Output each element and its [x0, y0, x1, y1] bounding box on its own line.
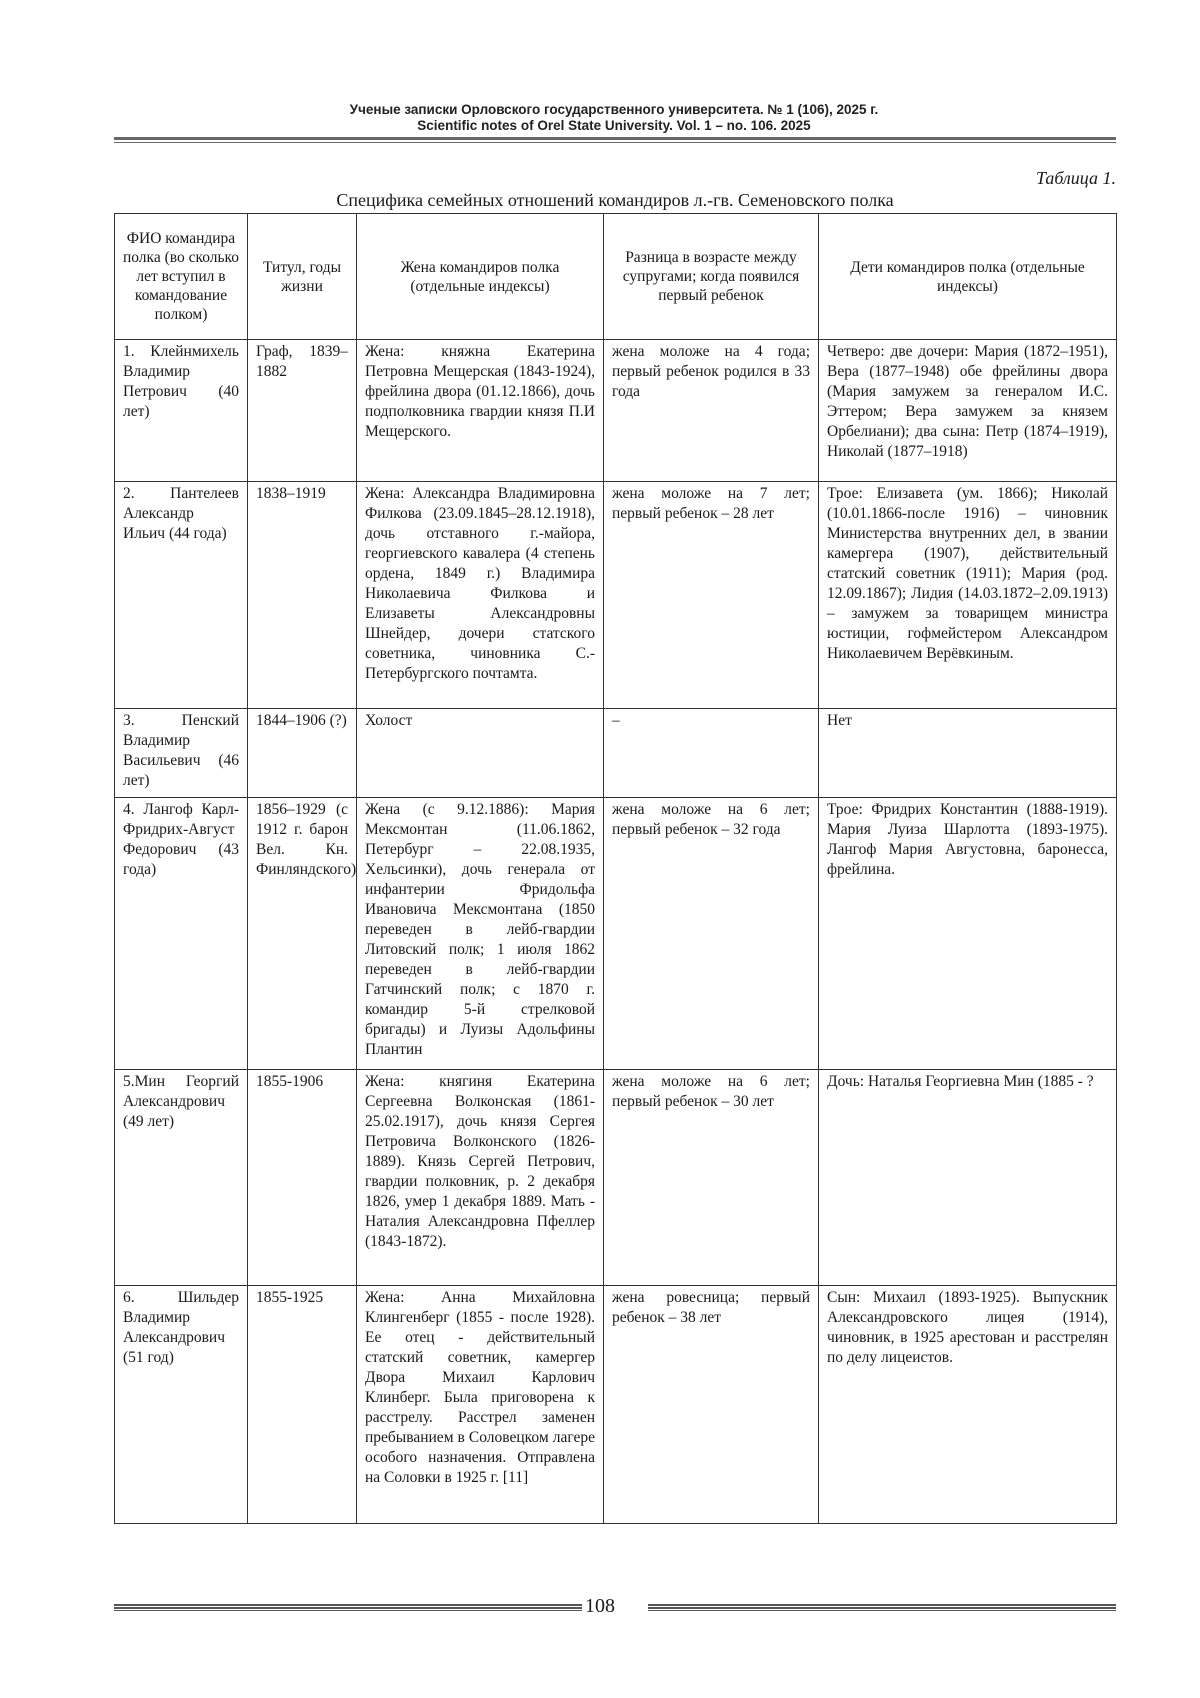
table-row	[115, 1286, 1117, 1524]
cell-name: 1. Клейнмихель Владимир Петрович (40 лет)	[115, 340, 248, 482]
table-row	[115, 798, 1117, 1070]
cell-children: Четверо: две дочери: Мария (1872–1951), Вера (1877–1948) обе фрейлины двора (Мария замужем за генералом И.С. Эттером; Вера замужем за князем Орбелиани); два сына: Петр (1874–1919), Николай (1877–1918)	[819, 340, 1117, 482]
cell-title: 1838–1919	[248, 482, 357, 709]
header-rule-top	[114, 137, 1116, 140]
table-row	[115, 709, 1117, 798]
cell-children: Дочь: Наталья Георгиевна Мин (1885 - ?	[819, 1070, 1117, 1286]
cell-children: Сын: Михаил (1893-1925). Выпускник Александровского лицея (1914), чиновник, в 1925 арестован и расстрелян по делу лицеистов.	[819, 1286, 1117, 1524]
cell-wife: Жена: Александра Владимировна Филкова (23.09.1845–28.12.1918), дочь отставного г.-майора, георгиевского кавалера (4 степень ордена, 1849 г.) Владимира Николаевича Филкова и Елизаветы Александровны Шнейдер, дочери статского советника, чиновника С.-Петербургского почтамта.	[357, 482, 604, 709]
cell-title: 1856–1929 (с 1912 г. барон Вел. Кн. Финляндского)	[248, 798, 357, 1070]
cell-name: 6. Шильдер Владимир Александрович (51 год)	[115, 1286, 248, 1524]
cell-age-diff: жена моложе на 4 года; первый ребенок родился в 33 года	[604, 340, 819, 482]
cell-title: 1855-1906	[248, 1070, 357, 1286]
cell-children: Трое: Фридрих Константин (1888-1919). Мария Луиза Шарлотта (1893-1975). Лангоф Мария Августовна, баронесса, фрейлина.	[819, 798, 1117, 1070]
table-title: Специфика семейных отношений командиров л.-гв. Семеновского полка	[336, 190, 894, 210]
table-label: Таблица 1.	[1035, 168, 1116, 188]
cell-name: 2. Пантелеев Александр Ильич (44 года)	[115, 482, 248, 709]
column-header-title: Титул, годы жизни	[248, 214, 357, 340]
journal-header-en: Scientific notes of Orel State University. Vol. 1 – no. 106. 2025	[417, 118, 811, 133]
column-header-children: Дети командиров полка (отдельные индексы)	[819, 214, 1117, 340]
page-number: 108	[585, 1595, 615, 1617]
cell-age-diff: жена моложе на 7 лет; первый ребенок – 28 лет	[604, 482, 819, 709]
cell-age-diff: жена моложе на 6 лет; первый ребенок – 30 лет	[604, 1070, 819, 1286]
cell-children: Нет	[819, 709, 1117, 798]
table-header-row	[115, 214, 1117, 340]
header-rule-bottom	[114, 142, 1116, 143]
cell-children: Трое: Елизавета (ум. 1866); Николай (10.01.1866-после 1916) – чиновник Министерства внутренних дел, в звании камергера (1907), действительный статский советник (1911); Мария (род. 12.09.1867); Лидия (14.03.1872–2.09.1913) – замужем за товарищем министра юстиции, гофмейстером Александром Николаевичем Верёвкиным.	[819, 482, 1117, 709]
column-header-wife: Жена командиров полка (отдельные индексы)	[357, 214, 604, 340]
cell-title: Граф, 1839–1882	[248, 340, 357, 482]
journal-header-ru: Ученые записки Орловского государственного университета. № 1 (106), 2025 г.	[349, 102, 879, 117]
cell-name: 5.Мин Георгий Александрович (49 лет)	[115, 1070, 248, 1286]
table-row	[115, 1070, 1117, 1286]
journal-header	[114, 102, 1114, 134]
cell-title: 1855-1925	[248, 1286, 357, 1524]
footer-rule-right	[648, 1604, 1116, 1611]
cell-name: 3. Пенский Владимир Васильевич (46 лет)	[115, 709, 248, 798]
cell-wife: Жена: Анна Михайловна Клингенберг (1855 - после 1928). Ее отец - действительный статский советник, камергер Двора Михаил Карлович Клинберг. Была приговорена к расстрелу. Расстрел заменен пребыванием в Соловецком лагере особого назначения. Отправлена на Соловки в 1925 г. [11]	[357, 1286, 604, 1524]
table-row	[115, 340, 1117, 482]
column-header-name: ФИО командира полка (во сколько лет вступил в командование полком)	[115, 214, 248, 340]
cell-name: 4. Лангоф Карл-Фридрих-Август Федорович (43 года)	[115, 798, 248, 1070]
cell-wife: Холост	[357, 709, 604, 798]
table-row	[115, 482, 1117, 709]
cell-title: 1844–1906 (?)	[248, 709, 357, 798]
cell-wife: Жена: княжна Екатерина Петровна Мещерская (1843-1924), фрейлина двора (01.12.1866), дочь подполковника гвардии князя П.И Мещерского.	[357, 340, 604, 482]
cell-wife: Жена (с 9.12.1886): Мария Мексмонтан (11.06.1862, Петербург – 22.08.1935, Хельсинки), дочь генерала от инфантерии Фридольфа Ивановича Мексмонтана (1850 переведен в лейб-гвардии Литовский полк; 1 июля 1862 переведен в лейб-гвардии Гатчинский полк; с 1870 г. командир 5-й стрелковой бригады) и Луизы Адольфины Плантин	[357, 798, 604, 1070]
cell-age-diff: жена ровесница; первый ребенок – 38 лет	[604, 1286, 819, 1524]
commanders-table	[114, 213, 1117, 1524]
column-header-age-diff: Разница в возрасте между супругами; когда появился первый ребенок	[604, 214, 819, 340]
cell-age-diff: –	[604, 709, 819, 798]
cell-wife: Жена: княгиня Екатерина Сергеевна Волконская (1861-25.02.1917), дочь князя Сергея Петровича Волконского (1826-1889). Князь Сергей Петрович, гвардии полковник, р. 2 декабря 1826, умер 1 декабря 1889. Мать - Наталия Александровна Пфеллер (1843-1872).	[357, 1070, 604, 1286]
cell-age-diff: жена моложе на 6 лет; первый ребенок – 32 года	[604, 798, 819, 1070]
footer-rule-left	[114, 1604, 582, 1611]
